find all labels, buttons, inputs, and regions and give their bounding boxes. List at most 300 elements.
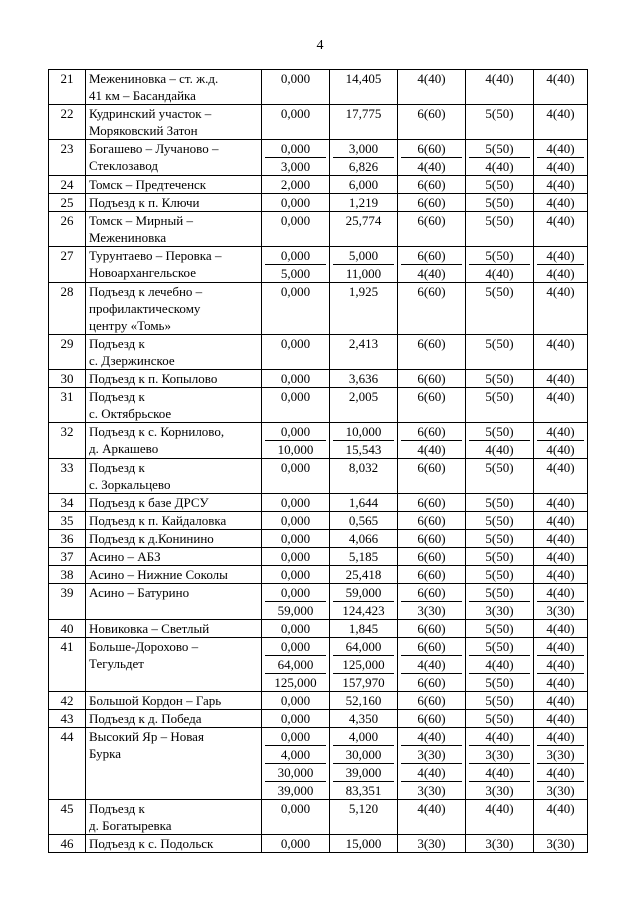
segment-value: 0,000 <box>280 336 311 351</box>
start-km-cell <box>262 548 330 566</box>
table-row <box>49 212 588 247</box>
value-a-cell <box>398 140 466 176</box>
segment-value: 4(40) <box>485 71 514 86</box>
segment-value: 39,000 <box>265 781 326 799</box>
segment-value: 6,826 <box>333 157 394 175</box>
start-km-cell <box>262 247 330 283</box>
segment-value: 4(40) <box>546 141 575 156</box>
value-a-cell <box>398 566 466 584</box>
road-name-line: с. Зоркальцево <box>89 477 171 492</box>
end-km-cell <box>330 70 398 105</box>
road-name-line: Подъезд к лечебно – <box>89 284 203 299</box>
road-name-line: Тегульдет <box>89 656 144 671</box>
segment-value: 6(60) <box>417 693 446 708</box>
value-b-cell <box>466 584 534 620</box>
segment-value: 5,185 <box>348 549 379 564</box>
segment-value: 1,644 <box>348 495 379 510</box>
value-b-cell <box>466 710 534 728</box>
value-a-cell <box>398 194 466 212</box>
value-b-cell <box>466 388 534 423</box>
start-km-cell <box>262 212 330 247</box>
value-c-cell <box>534 620 588 638</box>
value-b-cell <box>466 530 534 548</box>
road-name-cell <box>86 335 262 370</box>
road-name-line: Межениновка <box>89 230 167 245</box>
start-km-cell <box>262 140 330 176</box>
segment-value: 6(60) <box>417 106 446 121</box>
segment-value: 5(50) <box>485 248 514 263</box>
segment-value: 4(40) <box>401 763 462 781</box>
road-name-cell <box>86 176 262 194</box>
end-km-cell <box>330 566 398 584</box>
segment-value: 4(40) <box>485 801 514 816</box>
segment-value: 4,000 <box>265 745 326 763</box>
segment-value: 3(30) <box>537 745 584 763</box>
segment-value: 4(40) <box>401 157 462 175</box>
road-name-cell <box>86 283 262 335</box>
segment-value: 1,925 <box>348 284 379 299</box>
table-row <box>49 423 588 459</box>
segment-value: 5(50) <box>485 549 514 564</box>
value-c-cell <box>534 584 588 620</box>
segment-value: 4(40) <box>537 157 584 175</box>
start-km-cell <box>262 512 330 530</box>
value-c-cell <box>534 800 588 835</box>
segment-value: 6(60) <box>417 621 446 636</box>
segment-value: 5(50) <box>485 336 514 351</box>
value-c-cell <box>534 247 588 283</box>
value-b-cell <box>466 70 534 105</box>
roads-table <box>48 69 588 853</box>
value-a-cell <box>398 105 466 140</box>
segment-value: 4(40) <box>546 567 575 582</box>
table-row <box>49 620 588 638</box>
road-name-line: Межениновка – ст. ж.д. <box>89 71 219 86</box>
value-c-cell <box>534 566 588 584</box>
value-a-cell <box>398 283 466 335</box>
start-km-cell <box>262 283 330 335</box>
segment-value: 0,000 <box>280 729 311 744</box>
segment-value: 4(40) <box>546 371 575 386</box>
road-name-line: Новоархангельское <box>89 265 196 280</box>
table-row <box>49 247 588 283</box>
segment-value: 5(50) <box>485 531 514 546</box>
road-name-line: Подъезд к д.Конинино <box>89 531 214 546</box>
segment-value: 3(30) <box>469 601 530 619</box>
segment-value: 124,423 <box>333 601 394 619</box>
value-b-cell <box>466 728 534 800</box>
value-a-cell <box>398 176 466 194</box>
row-number-cell: 24 <box>49 176 86 194</box>
segment-value: 4(40) <box>546 213 575 228</box>
road-name-line: Подъезд к п. Копылово <box>89 371 218 386</box>
segment-value: 4(40) <box>546 693 575 708</box>
road-name-line: центру «Томь» <box>89 318 171 333</box>
end-km-cell <box>330 530 398 548</box>
road-name-cell <box>86 584 262 620</box>
value-b-cell <box>466 512 534 530</box>
segment-value: 4(40) <box>546 513 575 528</box>
segment-value: 3(30) <box>485 836 514 851</box>
value-c-cell <box>534 638 588 692</box>
road-name-line: Подъезд к с. Подольск <box>89 836 214 851</box>
segment-value: 5(50) <box>485 195 514 210</box>
segment-value: 4(40) <box>401 440 462 458</box>
value-a-cell <box>398 212 466 247</box>
road-name-line: профилактическому <box>89 301 201 316</box>
value-a-cell <box>398 388 466 423</box>
segment-value: 5,120 <box>348 801 379 816</box>
segment-value: 6(60) <box>417 389 446 404</box>
segment-value: 4(40) <box>546 71 575 86</box>
segment-value: 4(40) <box>546 639 575 654</box>
value-c-cell <box>534 494 588 512</box>
table-row <box>49 140 588 176</box>
segment-value: 4(40) <box>546 248 575 263</box>
segment-value: 4(40) <box>469 763 530 781</box>
segment-value: 6(60) <box>417 371 446 386</box>
end-km-cell <box>330 548 398 566</box>
segment-value: 0,000 <box>280 424 311 439</box>
segment-value: 6(60) <box>417 513 446 528</box>
value-a-cell <box>398 638 466 692</box>
value-a-cell <box>398 370 466 388</box>
value-a-cell <box>398 459 466 494</box>
segment-value: 3(30) <box>469 745 530 763</box>
table-row <box>49 70 588 105</box>
table-row <box>49 710 588 728</box>
segment-value: 3(30) <box>546 836 575 851</box>
segment-value: 4(40) <box>546 177 575 192</box>
segment-value: 5(50) <box>485 141 514 156</box>
segment-value: 4(40) <box>537 763 584 781</box>
value-b-cell <box>466 459 534 494</box>
road-name-cell <box>86 728 262 800</box>
segment-value: 4(40) <box>417 71 446 86</box>
road-name-cell <box>86 530 262 548</box>
end-km-cell <box>330 692 398 710</box>
segment-value: 6(60) <box>417 195 446 210</box>
road-name-line: Подъезд к <box>89 801 145 816</box>
segment-value: 0,000 <box>280 639 311 654</box>
segment-value: 39,000 <box>333 763 394 781</box>
road-name-cell <box>86 212 262 247</box>
row-number-cell: 43 <box>49 710 86 728</box>
segment-value: 0,000 <box>280 495 311 510</box>
road-name-cell <box>86 423 262 459</box>
road-name-line: д. Богатыревка <box>89 818 172 833</box>
table-row <box>49 283 588 335</box>
start-km-cell <box>262 530 330 548</box>
segment-value: 4(40) <box>546 195 575 210</box>
segment-value: 0,000 <box>280 513 311 528</box>
end-km-cell <box>330 388 398 423</box>
value-b-cell <box>466 105 534 140</box>
segment-value: 4(40) <box>546 460 575 475</box>
end-km-cell <box>330 176 398 194</box>
value-a-cell <box>398 548 466 566</box>
segment-value: 5,000 <box>265 264 326 282</box>
start-km-cell <box>262 70 330 105</box>
segment-value: 1,845 <box>348 621 379 636</box>
end-km-cell <box>330 620 398 638</box>
value-b-cell <box>466 194 534 212</box>
road-name-line: Подъезд к базе ДРСУ <box>89 495 209 510</box>
row-number-cell: 34 <box>49 494 86 512</box>
road-name-cell <box>86 105 262 140</box>
row-number-cell: 40 <box>49 620 86 638</box>
segment-value: 6(60) <box>417 567 446 582</box>
value-a-cell <box>398 530 466 548</box>
value-c-cell <box>534 176 588 194</box>
row-number-cell: 45 <box>49 800 86 835</box>
start-km-cell <box>262 176 330 194</box>
start-km-cell <box>262 692 330 710</box>
segment-value: 4(40) <box>546 621 575 636</box>
value-b-cell <box>466 212 534 247</box>
table-row <box>49 105 588 140</box>
road-name-line: Томск – Мирный – <box>89 213 193 228</box>
value-a-cell <box>398 70 466 105</box>
table-row <box>49 194 588 212</box>
value-a-cell <box>398 800 466 835</box>
road-name-line: Томск – Предтеченск <box>89 177 207 192</box>
segment-value: 0,000 <box>280 531 311 546</box>
segment-value: 6(60) <box>417 711 446 726</box>
road-name-line: Асино – Батурино <box>89 585 190 600</box>
segment-value: 0,000 <box>280 213 311 228</box>
row-number-cell: 25 <box>49 194 86 212</box>
row-number-cell: 35 <box>49 512 86 530</box>
value-c-cell <box>534 459 588 494</box>
value-a-cell <box>398 335 466 370</box>
segment-value: 4(40) <box>546 424 575 439</box>
value-c-cell <box>534 512 588 530</box>
segment-value: 5(50) <box>485 693 514 708</box>
end-km-cell <box>330 423 398 459</box>
segment-value: 0,000 <box>280 711 311 726</box>
value-c-cell <box>534 530 588 548</box>
start-km-cell <box>262 710 330 728</box>
segment-value: 6(60) <box>417 531 446 546</box>
segment-value: 8,032 <box>348 460 379 475</box>
segment-value: 6(60) <box>401 673 462 691</box>
segment-value: 5(50) <box>485 567 514 582</box>
value-a-cell <box>398 710 466 728</box>
segment-value: 0,000 <box>280 836 311 851</box>
value-c-cell <box>534 728 588 800</box>
segment-value: 4(40) <box>485 729 514 744</box>
segment-value: 0,000 <box>280 106 311 121</box>
segment-value: 0,000 <box>280 621 311 636</box>
value-b-cell <box>466 247 534 283</box>
row-number-cell: 31 <box>49 388 86 423</box>
segment-value: 6(60) <box>417 585 446 600</box>
segment-value: 0,000 <box>280 801 311 816</box>
road-name-line: Больше-Дорохово – <box>89 639 199 654</box>
end-km-cell <box>330 140 398 176</box>
segment-value: 14,405 <box>345 71 382 86</box>
start-km-cell <box>262 194 330 212</box>
table-row <box>49 388 588 423</box>
road-name-line: д. Аркашево <box>89 441 159 456</box>
value-b-cell <box>466 638 534 692</box>
end-km-cell <box>330 800 398 835</box>
row-number-cell: 42 <box>49 692 86 710</box>
segment-value: 4(40) <box>546 549 575 564</box>
value-a-cell <box>398 620 466 638</box>
segment-value: 25,774 <box>345 213 382 228</box>
start-km-cell <box>262 620 330 638</box>
segment-value: 6(60) <box>417 549 446 564</box>
segment-value: 4(40) <box>546 389 575 404</box>
value-a-cell <box>398 494 466 512</box>
start-km-cell <box>262 388 330 423</box>
segment-value: 0,000 <box>280 141 311 156</box>
segment-value: 0,000 <box>280 567 311 582</box>
table-row <box>49 800 588 835</box>
segment-value: 4(40) <box>546 729 575 744</box>
road-name-cell <box>86 512 262 530</box>
segment-value: 4,350 <box>348 711 379 726</box>
row-number-cell: 37 <box>49 548 86 566</box>
segment-value: 3(30) <box>469 781 530 799</box>
road-name-cell <box>86 194 262 212</box>
segment-value: 30,000 <box>333 745 394 763</box>
end-km-cell <box>330 370 398 388</box>
value-b-cell <box>466 176 534 194</box>
row-number-cell: 22 <box>49 105 86 140</box>
segment-value: 5(50) <box>485 711 514 726</box>
road-name-cell <box>86 800 262 835</box>
value-c-cell <box>534 194 588 212</box>
road-name-cell <box>86 620 262 638</box>
segment-value: 17,775 <box>345 106 382 121</box>
segment-value: 3(30) <box>401 601 462 619</box>
road-name-line: Стеклозавод <box>89 158 158 173</box>
segment-value: 4(40) <box>546 585 575 600</box>
end-km-cell <box>330 459 398 494</box>
value-c-cell <box>534 710 588 728</box>
road-name-cell <box>86 459 262 494</box>
start-km-cell <box>262 335 330 370</box>
value-c-cell <box>534 388 588 423</box>
table-row <box>49 548 588 566</box>
value-b-cell <box>466 335 534 370</box>
value-b-cell <box>466 692 534 710</box>
value-c-cell <box>534 212 588 247</box>
table-row <box>49 512 588 530</box>
row-number-cell: 38 <box>49 566 86 584</box>
value-a-cell <box>398 835 466 853</box>
value-c-cell <box>534 105 588 140</box>
road-name-cell <box>86 70 262 105</box>
segment-value: 4(40) <box>537 440 584 458</box>
table-row <box>49 692 588 710</box>
row-number-cell: 28 <box>49 283 86 335</box>
segment-value: 59,000 <box>265 601 326 619</box>
row-number-cell: 44 <box>49 728 86 800</box>
roads-table-body <box>49 70 588 853</box>
segment-value: 0,000 <box>280 371 311 386</box>
segment-value: 2,005 <box>348 389 379 404</box>
start-km-cell <box>262 638 330 692</box>
segment-value: 5(50) <box>485 213 514 228</box>
road-name-line: Асино – Нижние Соколы <box>89 567 228 582</box>
road-name-cell <box>86 140 262 176</box>
road-name-cell <box>86 692 262 710</box>
road-name-line: Моряковский Затон <box>89 123 198 138</box>
value-b-cell <box>466 140 534 176</box>
row-number-cell: 30 <box>49 370 86 388</box>
value-b-cell <box>466 494 534 512</box>
segment-value: 0,000 <box>280 284 311 299</box>
segment-value: 125,000 <box>265 673 326 691</box>
value-b-cell <box>466 283 534 335</box>
road-name-cell <box>86 247 262 283</box>
value-b-cell <box>466 370 534 388</box>
road-name-line: Кудринский участок – <box>89 106 212 121</box>
value-c-cell <box>534 283 588 335</box>
segment-value: 5(50) <box>485 513 514 528</box>
segment-value: 3,000 <box>348 141 379 156</box>
value-a-cell <box>398 512 466 530</box>
segment-value: 5(50) <box>485 424 514 439</box>
road-name-cell <box>86 388 262 423</box>
segment-value: 5(50) <box>485 639 514 654</box>
segment-value: 5(50) <box>485 389 514 404</box>
start-km-cell <box>262 835 330 853</box>
segment-value: 0,000 <box>280 71 311 86</box>
segment-value: 6(60) <box>417 639 446 654</box>
segment-value: 0,000 <box>280 585 311 600</box>
segment-value: 4(40) <box>546 531 575 546</box>
segment-value: 4(40) <box>546 106 575 121</box>
segment-value: 25,418 <box>345 567 382 582</box>
segment-value: 4,000 <box>348 729 379 744</box>
segment-value: 5(50) <box>485 621 514 636</box>
segment-value: 2,000 <box>280 177 311 192</box>
end-km-cell <box>330 512 398 530</box>
segment-value: 15,543 <box>333 440 394 458</box>
end-km-cell <box>330 710 398 728</box>
value-b-cell <box>466 800 534 835</box>
segment-value: 3(30) <box>417 836 446 851</box>
road-name-cell <box>86 494 262 512</box>
segment-value: 83,351 <box>333 781 394 799</box>
segment-value: 15,000 <box>345 836 382 851</box>
table-row <box>49 584 588 620</box>
road-name-line: Высокий Яр – Новая <box>89 729 204 744</box>
value-c-cell <box>534 140 588 176</box>
end-km-cell <box>330 835 398 853</box>
start-km-cell <box>262 105 330 140</box>
segment-value: 6(60) <box>417 284 446 299</box>
road-name-line: Подъезд к с. Корнилово, <box>89 424 225 439</box>
road-name-line: Асино – АБЗ <box>89 549 161 564</box>
segment-value: 0,000 <box>280 549 311 564</box>
road-name-cell <box>86 638 262 692</box>
road-name-line: Подъезд к <box>89 389 145 404</box>
segment-value: 6(60) <box>417 177 446 192</box>
segment-value: 11,000 <box>333 264 394 282</box>
segment-value: 125,000 <box>333 655 394 673</box>
segment-value: 5(50) <box>485 106 514 121</box>
segment-value: 6(60) <box>417 460 446 475</box>
end-km-cell <box>330 194 398 212</box>
segment-value: 10,000 <box>345 424 382 439</box>
road-name-line: Подъезд к п. Кайдаловка <box>89 513 227 528</box>
